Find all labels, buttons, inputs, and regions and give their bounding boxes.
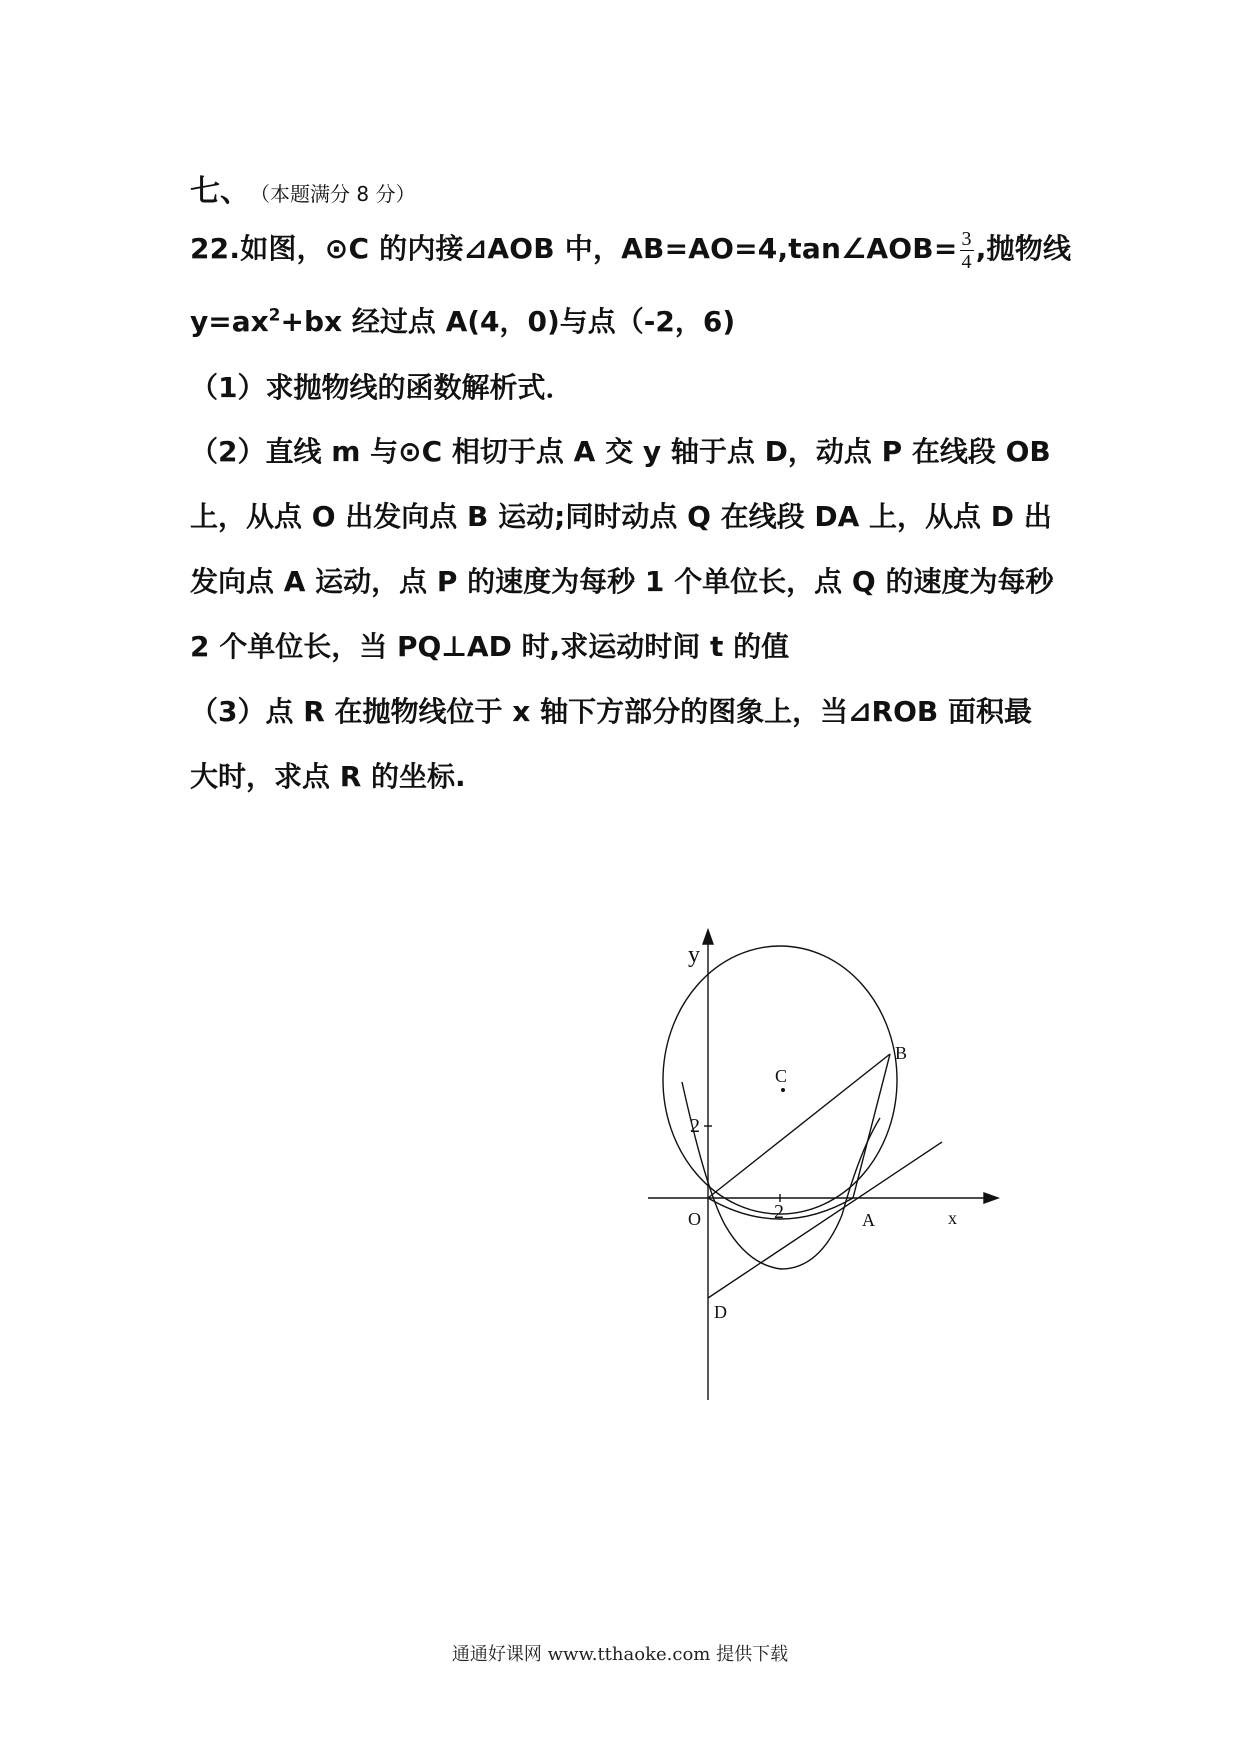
question-2-line-4: 2 个单位长，当 PQ⊥AD 时,求运动时间 t 的值 [190,630,790,663]
question-3-line-2: 大时，求点 R 的坐标. [190,760,466,793]
geometry-figure [630,920,1010,1414]
point-c-label: C [775,1066,788,1086]
question-1: （1）求抛物线的函数解析式． [190,371,574,404]
section-heading [190,166,415,210]
section-note: （本题满分 8 分） [260,182,416,206]
point-a-label: A [862,1210,875,1230]
segment-ab [853,1054,890,1198]
problem-intro-tail: ,抛物线 [975,232,1072,265]
point-d-label: D [714,1302,727,1322]
center-point-c [781,1088,785,1092]
section-label: 七、 [190,174,250,209]
problem-intro: 22.如图，⊙C 的内接⊿AOB 中，AB=AO=4,tan∠AOB= [190,232,958,265]
parabola-exponent: 2 [268,305,281,326]
parabola-eq-b: +bx 经过点 A(4，0)与点（-2，6) [280,305,736,338]
question-2-line-1: （2）直线 m 与⊙C 相切于点 A 交 y 轴于点 D，动点 P 在线段 OB [190,435,1051,468]
point-b-label: B [895,1043,908,1063]
fraction-denominator: 4 [961,250,972,273]
tick-x-2-label: 2 [774,1201,784,1223]
segment-ob [708,1054,890,1198]
fraction-three-quarters [960,228,974,273]
problem-line-1 [190,227,1071,273]
figure-svg [630,920,1010,1410]
x-axis-arrow [984,1193,998,1203]
x-axis-label: x [948,1208,957,1228]
origin-label: O [688,1209,701,1229]
y-axis-label: y [688,942,700,968]
y-axis-arrow [703,930,713,944]
footer-source: 通通好课网 www.tthaoke.com 提供下载 [451,1644,789,1665]
question-2-line-3: 发向点 A 运动，点 P 的速度为每秒 1 个单位长，点 Q 的速度为每秒 [190,565,1054,598]
question-2-line-2: 上，从点 O 出发向点 B 运动;同时动点 Q 在线段 DA 上，从点 D 出 [190,500,1052,533]
parabola-eq-a: y=ax [190,305,269,338]
fraction-numerator: 3 [961,227,972,250]
question-3-line-1: （3）点 R 在抛物线位于 x 轴下方部分的图象上，当⊿ROB 面积最 [190,695,1033,728]
problem-line-2 [190,300,735,340]
parabola [682,1082,880,1269]
tangent-line-m [708,1142,942,1298]
tick-y-2-label: 2 [690,1115,700,1137]
